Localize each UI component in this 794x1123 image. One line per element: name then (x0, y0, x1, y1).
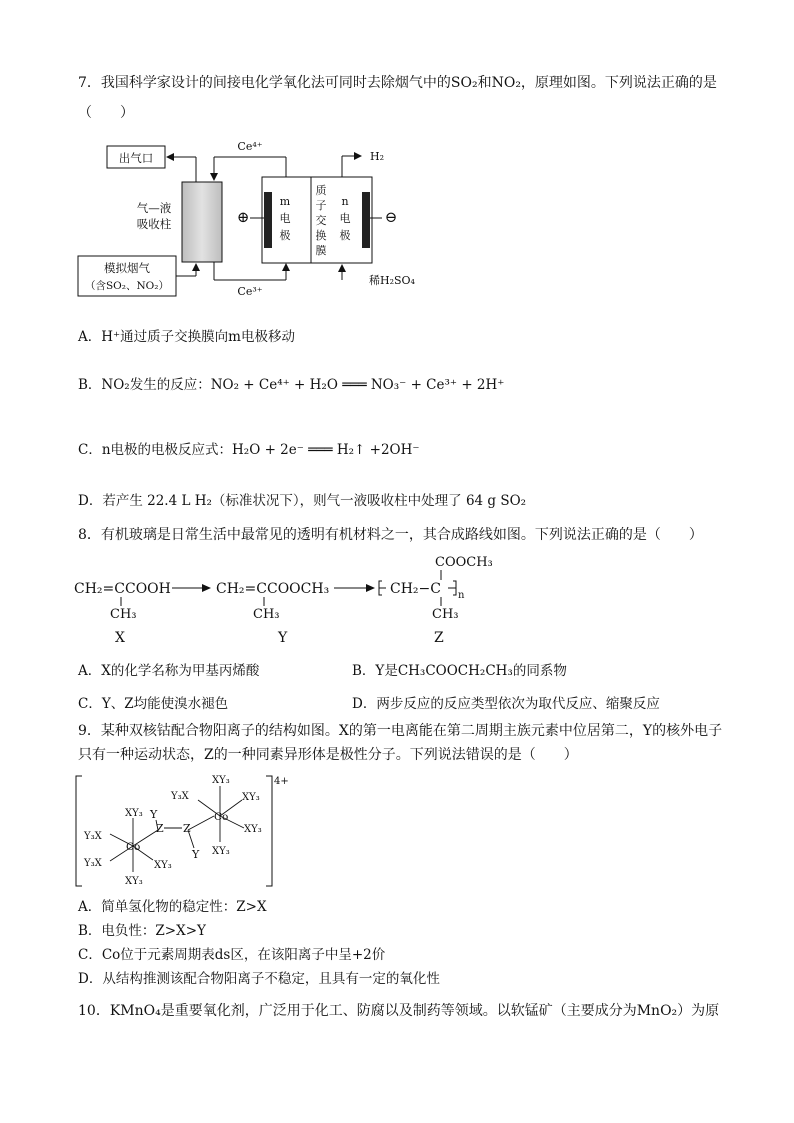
co-right: Co (214, 811, 229, 823)
q9-option-d: D．从结构推测该配合物阳离子不稳定，且具有一定的氧化性 (78, 971, 440, 987)
h2-label: H₂ (370, 150, 385, 163)
svg-text:XY₃: XY₃ (212, 846, 230, 857)
x-formula: CH₂=CCOOH (74, 581, 171, 597)
q8-stem: 8．有机玻璃是日常生活中最常见的透明有机材料之一，其合成路线如图。下列说法正确的是（ ） (78, 527, 703, 543)
column-label-1: 气—液 (136, 201, 172, 215)
svg-text:质: 质 (315, 184, 327, 197)
cobalt-complex-structure (70, 768, 300, 892)
z-backbone: CH₂−C (390, 581, 441, 597)
q7-option-d: D．若产生 22.4 L H₂（标准状况下），则气一液吸收柱中处理了 64 g SO₂ (78, 493, 527, 509)
outlet-label: 出气口 (118, 151, 154, 165)
z-label: Z (434, 630, 444, 646)
svg-text:n: n (341, 195, 349, 208)
bridge-y-2: Y (192, 848, 200, 861)
q8-option-c: C．Y、Z均能使溴水褪色 (78, 696, 229, 712)
charge-label: 4+ (274, 776, 289, 787)
svg-text:XY₃: XY₃ (154, 860, 172, 871)
y-formula: CH₂=CCOOCH₃ (216, 581, 330, 597)
svg-text:极: 极 (339, 229, 351, 242)
y-methyl: CH₃ (253, 607, 280, 622)
svg-text:Y₃X: Y₃X (84, 831, 102, 842)
svg-text:XY₃: XY₃ (244, 824, 262, 835)
z-ester: COOCH₃ (435, 555, 493, 570)
q9-option-a: A．简单氢化物的稳定性：Z>X (78, 899, 267, 915)
column-label-2: 吸收柱 (136, 217, 172, 231)
co-left: Co (126, 841, 141, 853)
q9-stem-line-2: 只有一种运动状态，Z的一种同素异形体是极性分子。下列说法错误的是（ ） (78, 747, 578, 763)
q10-stem: 10．KMnO₄是重要氧化剂，广泛用于化工、防腐以及制药等领域。以软锰矿（主要成分为MnO₂）为原 (78, 1003, 720, 1019)
svg-text:XY₃: XY₃ (242, 792, 260, 803)
q8-option-d: D．两步反应的反应类型依次为取代反应、缩聚反应 (352, 696, 660, 712)
svg-text:换: 换 (315, 229, 327, 242)
y-label: Y (278, 630, 288, 646)
svg-text:XY₃: XY₃ (125, 808, 143, 819)
q8-option-a: A．X的化学名称为甲基丙烯酸 (78, 663, 260, 679)
acid-label: 稀H₂SO₄ (369, 274, 415, 287)
svg-text:子: 子 (315, 199, 327, 212)
q7-option-c: C．n电极的电极反应式：H₂O + 2e⁻ ═══ H₂↑ +2OH⁻ (78, 442, 420, 458)
svg-text:电: 电 (279, 212, 291, 225)
q9-option-b: B．电负性：Z>X>Y (78, 923, 206, 939)
z-n-subscript: n (458, 590, 465, 601)
svg-text:m: m (279, 195, 291, 208)
q7-answer-paren: （ ） (78, 105, 134, 121)
q7-option-a: A．H⁺通过质子交换膜向m电极移动 (78, 329, 295, 345)
q8-option-b: B．Y是CH₃COOCH₂CH₃的同系物 (352, 663, 567, 679)
bridge-y-1: Y (150, 808, 158, 821)
svg-text:膜: 膜 (315, 244, 327, 257)
ce4-label: Ce⁴⁺ (237, 140, 263, 153)
plus-sign: ⊕ (236, 208, 250, 226)
q7-stem: 7．我国科学家设计的间接电化学氧化法可同时去除烟气中的SO₂和NO₂，原理如图。下列说法正确的是 (78, 75, 717, 91)
minus-sign: ⊖ (384, 208, 398, 226)
svg-text:Y₃X: Y₃X (84, 858, 102, 869)
ce3-label: Ce³⁺ (237, 285, 263, 298)
absorption-column (182, 182, 222, 262)
q9-stem-line-1: 9．某种双核钴配合物阳离子的结构如图。X的第一电离能在第二周期主族元素中位居第二，Y的核外电子 (78, 723, 723, 739)
svg-text:XY₃: XY₃ (125, 876, 143, 887)
x-methyl: CH₃ (110, 607, 137, 622)
q9-option-c: C．Co位于元素周期表ds区，在该阳离子中呈+2价 (78, 947, 386, 963)
x-label: X (115, 630, 125, 646)
flue-label-2: （含SO₂、NO₂） (84, 280, 170, 292)
svg-text:交: 交 (315, 214, 327, 227)
bridge-z-1: Z (156, 822, 164, 835)
flue-label-1: 模拟烟气 (104, 261, 150, 275)
svg-text:电: 电 (339, 212, 351, 225)
svg-text:XY₃: XY₃ (212, 775, 230, 786)
bridge-z-2: Z (183, 822, 191, 835)
synthesis-scheme (70, 550, 510, 650)
m-electrode-plate (264, 192, 272, 248)
n-electrode-plate (362, 192, 370, 248)
q7-option-b: B．NO₂发生的反应：NO₂ + Ce⁴⁺ + H₂O ═══ NO₃⁻ + Ce³⁺ + 2H⁺ (78, 377, 505, 393)
svg-text:Y₃X: Y₃X (171, 791, 189, 802)
svg-text:极: 极 (279, 229, 291, 242)
z-methyl: CH₃ (432, 607, 459, 622)
electrochem-diagram (70, 132, 430, 302)
